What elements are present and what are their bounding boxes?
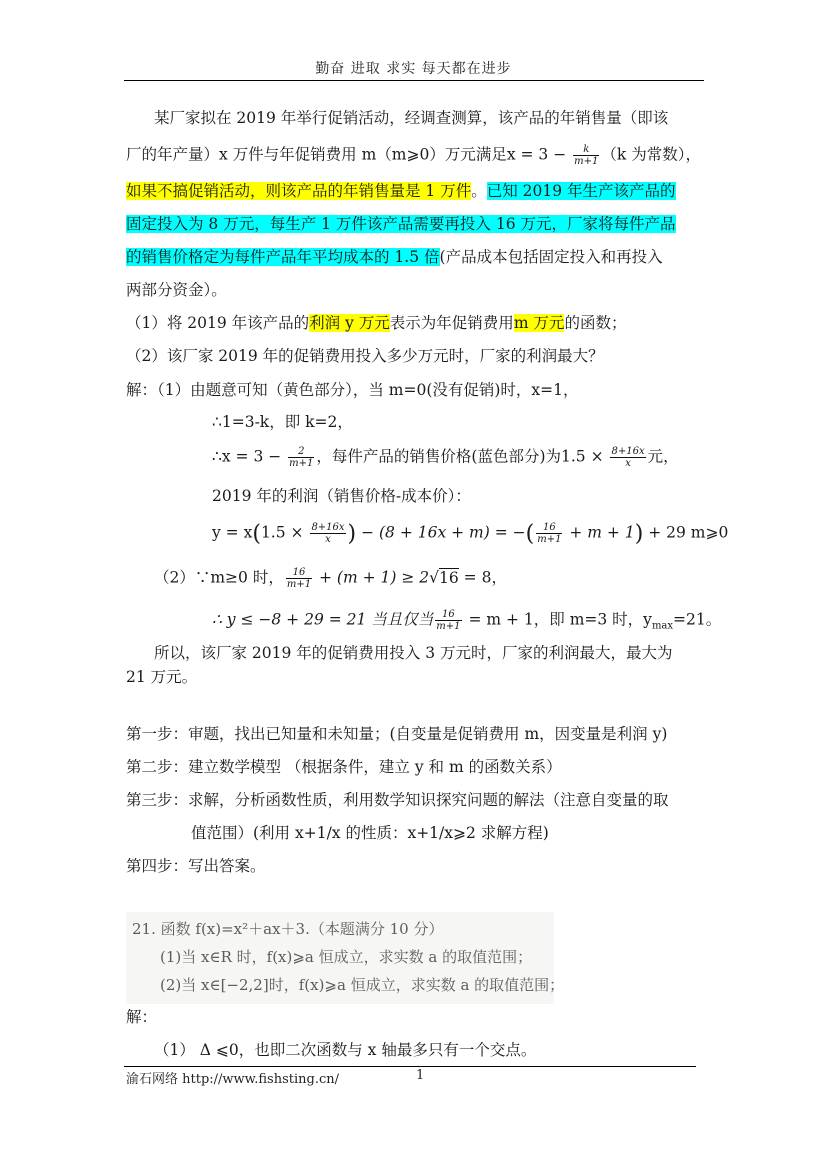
problem-line-6: 两部分资金）。	[126, 281, 227, 299]
math-text: + (m + 1) ≥ 2	[314, 568, 430, 587]
yellow-highlight: m 万元	[513, 314, 565, 332]
question-scan-line-3: (2)当 x∈[−2,2]时，f(x)⩾a 恒成立，求实数 a 的取值范围；	[160, 976, 565, 994]
solution-line-9: 21 万元。	[126, 668, 198, 686]
paren: (	[252, 521, 261, 547]
math-text: 元，	[647, 447, 679, 466]
problem-line-2	[126, 144, 701, 167]
math-text: y = x	[212, 523, 253, 542]
problem-line-3	[126, 181, 676, 201]
math-text: = m + 1，即 m=3 时，y	[463, 610, 652, 629]
header-rule	[124, 80, 704, 81]
math-text: =21。	[673, 610, 722, 629]
solution-line-2: ∴1=3-k，即 k=2，	[212, 413, 353, 431]
problem-line-5	[126, 247, 663, 267]
fraction: $\frac{16}{m+1}$	[286, 567, 312, 590]
question-2: （2）该厂家 2019 年的促销费用投入多少万元时，厂家的利润最大？	[126, 347, 604, 365]
sqrt-radicand: 16	[439, 568, 459, 587]
problem-text: (产品成本包括固定投入和再投入	[439, 248, 663, 266]
footer-site: 渝石网络 http://www.fishsting.cn/	[126, 1072, 340, 1087]
answer-line-1: （1） Δ ⩽0，也即二次函数与 x 轴最多只有一个交点。	[154, 1041, 537, 1059]
question-1	[126, 313, 626, 333]
math-text: ，每件产品的销售价格(蓝色部分)为1.5 ×	[316, 447, 609, 466]
step-1: 第一步：审题，找出已知量和未知量；(自变量是促销费用 m，因变量是利润 y)	[126, 725, 668, 743]
q1-text: 的函数；	[564, 314, 627, 332]
fraction: $\frac{8+16x}{x}$	[611, 446, 645, 469]
question-scan-image	[126, 912, 565, 1004]
problem-line-1: 某厂家拟在 2019 年举行促销活动，经调查测算，该产品的年销售量（即该	[154, 109, 669, 127]
q1-text: 表示为年促销费用	[389, 314, 514, 332]
sqrt-sign: √	[429, 568, 440, 587]
math-text: = 8，	[458, 568, 507, 587]
fraction: $\frac{16}{m+1}$	[436, 609, 461, 632]
yellow-highlight: 利润 y 万元	[309, 314, 390, 332]
paren: )	[634, 521, 644, 547]
q1-text: （1）将 2019 年该产品的	[126, 314, 310, 332]
math-text: ∴ y ≤ −8 + 29 = 21 当且仅当	[212, 610, 434, 629]
problem-line-4	[126, 214, 676, 234]
solution-line-1: 解：（1）由题意可知（黄色部分），当 m=0(没有促销)时，x=1，	[126, 381, 579, 399]
answer-label: 解：	[126, 1008, 158, 1026]
math-text: （2）∵m≥0 时，	[154, 568, 284, 587]
step-4: 第四步：写出答案。	[126, 857, 266, 875]
question-scan-line-2: (1)当 x∈R 时，f(x)⩾a 恒成立，求实数 a 的取值范围；	[160, 948, 533, 966]
solution-line-5	[212, 522, 728, 545]
yellow-highlight: 如果不搞促销活动，则该产品的年销售量是 1 万件	[126, 182, 472, 200]
step-3: 第三步：求解，分析函数性质，利用数学知识探究问题的解法（注意自变量的取	[126, 791, 669, 809]
fraction: $\frac{16}{m+1}$	[537, 522, 562, 545]
step-2: 第二步：建立数学模型 （根据条件，建立 y 和 m 的函数关系）	[126, 758, 562, 776]
math-text: − (8 + 16x + m) = −	[356, 523, 526, 542]
page-header: 勤奋 进取 求实 每天都在进步	[315, 61, 512, 77]
step-3-continued: 值范围）(利用 x+1/x 的性质：x+1/x⩾2 求解方程)	[191, 824, 549, 842]
page-number: 1	[416, 1068, 425, 1083]
question-scan-line-1: 21. 函数 f(x)=x²＋ax＋3.（本题满分 10 分）	[132, 920, 444, 938]
problem-text: 厂的年产量）x 万件与年促销费用 m（m⩾0）万元满足x = 3 −	[126, 145, 572, 164]
solution-line-4: 2019 年的利润（销售价格-成本价）：	[212, 487, 471, 505]
footer-rule	[124, 1066, 696, 1067]
solution-line-6	[154, 567, 507, 590]
subscript: max	[651, 620, 674, 632]
punctuation: 。	[471, 182, 487, 200]
solution-line-3	[212, 446, 679, 469]
math-text: 1.5 ×	[260, 523, 309, 542]
cyan-highlight: 已知 2019 年生产该产品的	[486, 182, 676, 200]
cyan-highlight: 固定投入为 8 万元，每生产 1 万件该产品需要再投入 16 万元，厂家将每件产品	[126, 215, 676, 233]
solution-line-8: 所以，该厂家 2019 年的促销费用投入 3 万元时，厂家的利润最大，最大为	[154, 644, 673, 662]
math-text: + 29 m⩾0	[643, 523, 729, 542]
math-text: ∴x = 3 −	[212, 447, 287, 466]
fraction: $\frac{k}{m+1}$	[574, 144, 599, 167]
problem-text: （k 为常数），	[601, 145, 701, 164]
math-text: + m + 1	[564, 523, 635, 542]
paren: )	[347, 521, 357, 547]
fraction: $\frac{8+16x}{x}$	[311, 522, 345, 545]
solution-line-7	[212, 609, 721, 637]
fraction: $\frac{2}{m+1}$	[289, 446, 314, 469]
paren: (	[525, 521, 535, 547]
cyan-highlight: 的销售价格定为每件产品年平均成本的 1.5 倍	[126, 248, 440, 266]
